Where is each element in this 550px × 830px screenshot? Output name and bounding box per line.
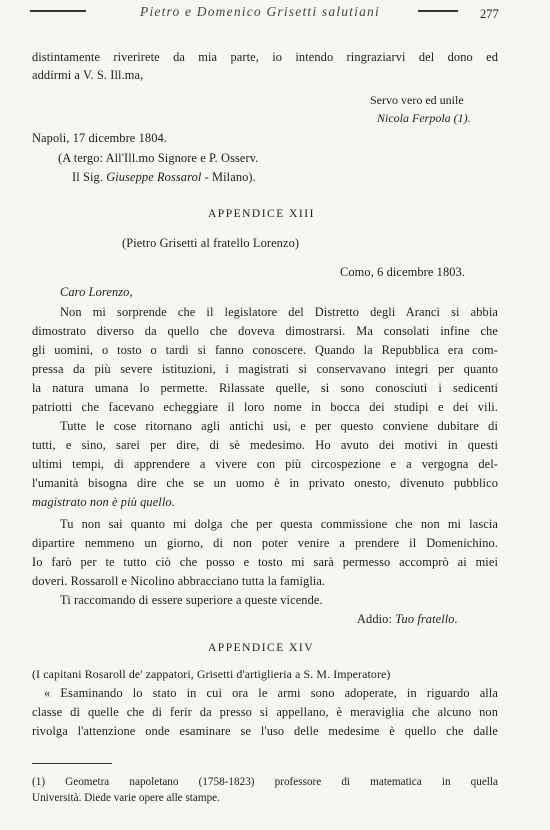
text-line: magistrato non è più quello. xyxy=(32,495,175,509)
text-line: distintamente riverirete da mia parte, io intendo ringraziarvi del dono ed xyxy=(32,50,498,64)
letter-closing xyxy=(357,612,458,627)
text-line: la natura umana lo permette. Rilassate quelle, si sono conosciuti i sedicenti xyxy=(32,381,498,395)
appendix-heading: APPENDICE XIII xyxy=(208,208,315,220)
text-line: doveri. Rossaroll e Nicolino abbracciano tutta la famiglia. xyxy=(32,574,326,588)
text-line: tutti, e sino, sarei per dire, di sè medesimo. Ho avuto dei motivi in questi xyxy=(32,438,498,452)
page-number: 277 xyxy=(480,7,499,21)
letter-address xyxy=(72,170,256,185)
text-line: Ti raccomando di essere superiore a queste vicende. xyxy=(60,593,323,607)
text-line: rivolga l'attenzione onde esaminare se l'uso delle medesime è quello che dalle xyxy=(32,724,498,738)
text-line: Io farò per te tutto ciò che posso e tosto mi sarà permesso accomprò ai miei xyxy=(32,555,498,569)
text-line: gli uomini, o tosto o tardi si fanno conoscere. Quando la Repubblica era com- xyxy=(32,343,498,357)
text-line: patriotti che facevano echeggiare il loro nome in bocca dei studipi e dei vili. xyxy=(32,400,498,414)
text-line: Tutte le cose ritornano agli antichi usi, e per questo conviene dubitare di xyxy=(60,419,498,433)
letter-salutation: Caro Lorenzo, xyxy=(60,285,133,299)
address-name: Giuseppe Rossarol xyxy=(106,170,202,184)
text-line: pressa da più severe istituzioni, i magistrati si conservavano integri per quanto xyxy=(32,362,498,376)
letter-place-date: Como, 6 dicembre 1803. xyxy=(340,265,466,279)
text-line: Non mi sorprende che il legislatore del Distretto degli Aranci si abbia xyxy=(60,305,498,319)
header-rule-right xyxy=(418,10,458,12)
text-line: dimostrato diverso da quello che doveva dimostrarsi. Ma consolati infine che xyxy=(32,324,498,338)
letter-closing: Servo vero ed unile xyxy=(370,93,464,107)
footnote-line: (1) Geometra napoletano (1758-1823) professore di matematica in quella xyxy=(32,776,498,788)
appendix-subheading: (Pietro Grisetti al fratello Lorenzo) xyxy=(122,236,300,250)
footnote-rule xyxy=(32,763,112,764)
appendix-heading: APPENDICE XIV xyxy=(208,642,315,654)
footnote-line: Università. Diede varie opere alle stampe. xyxy=(32,792,220,804)
text-line: dipartire nemmeno un giorno, di non poter venire a prendere il Domenichino. xyxy=(32,536,498,550)
letter-signature: Nicola Ferpola (1). xyxy=(377,111,471,125)
running-head-title: Pietro e Domenico Grisetti salutiani xyxy=(140,4,380,19)
text-line: « Esaminando lo stato in cui ora le armi sono adoperate, in riguardo alla xyxy=(44,686,498,700)
letter-address: (A tergo: All'Ill.mo Signore e P. Osserv. xyxy=(58,151,259,165)
text-line: Tu non sai quanto mi dolga che per questa commissione che non mi lascia xyxy=(60,517,498,531)
address-prefix: Il Sig. xyxy=(72,170,107,184)
closing-label: Addio: xyxy=(357,612,396,626)
text-line: ultimi tempi, di apprendere a vivere con più circospezione e a vergogna del- xyxy=(32,457,498,471)
closing-signature: Tuo fratello. xyxy=(395,612,458,626)
text-line: addirmi a V. S. Ill.ma, xyxy=(32,68,144,82)
letter-place-date: Napoli, 17 dicembre 1804. xyxy=(32,131,167,145)
address-suffix: - Milano). xyxy=(201,170,256,184)
header-rule-left xyxy=(30,10,86,12)
text-line: classe di quelle che di ferir da presso si appellano, è meraviglia che alcuno non xyxy=(32,705,498,719)
text-line: l'umanità bisogna dire che se un uomo è in privato onesto, divenuto pubblico xyxy=(32,476,498,490)
appendix-subheading: (I capitani Rosaroll de' zappatori, Grisetti d'artiglieria a S. M. Imperatore) xyxy=(32,667,391,681)
